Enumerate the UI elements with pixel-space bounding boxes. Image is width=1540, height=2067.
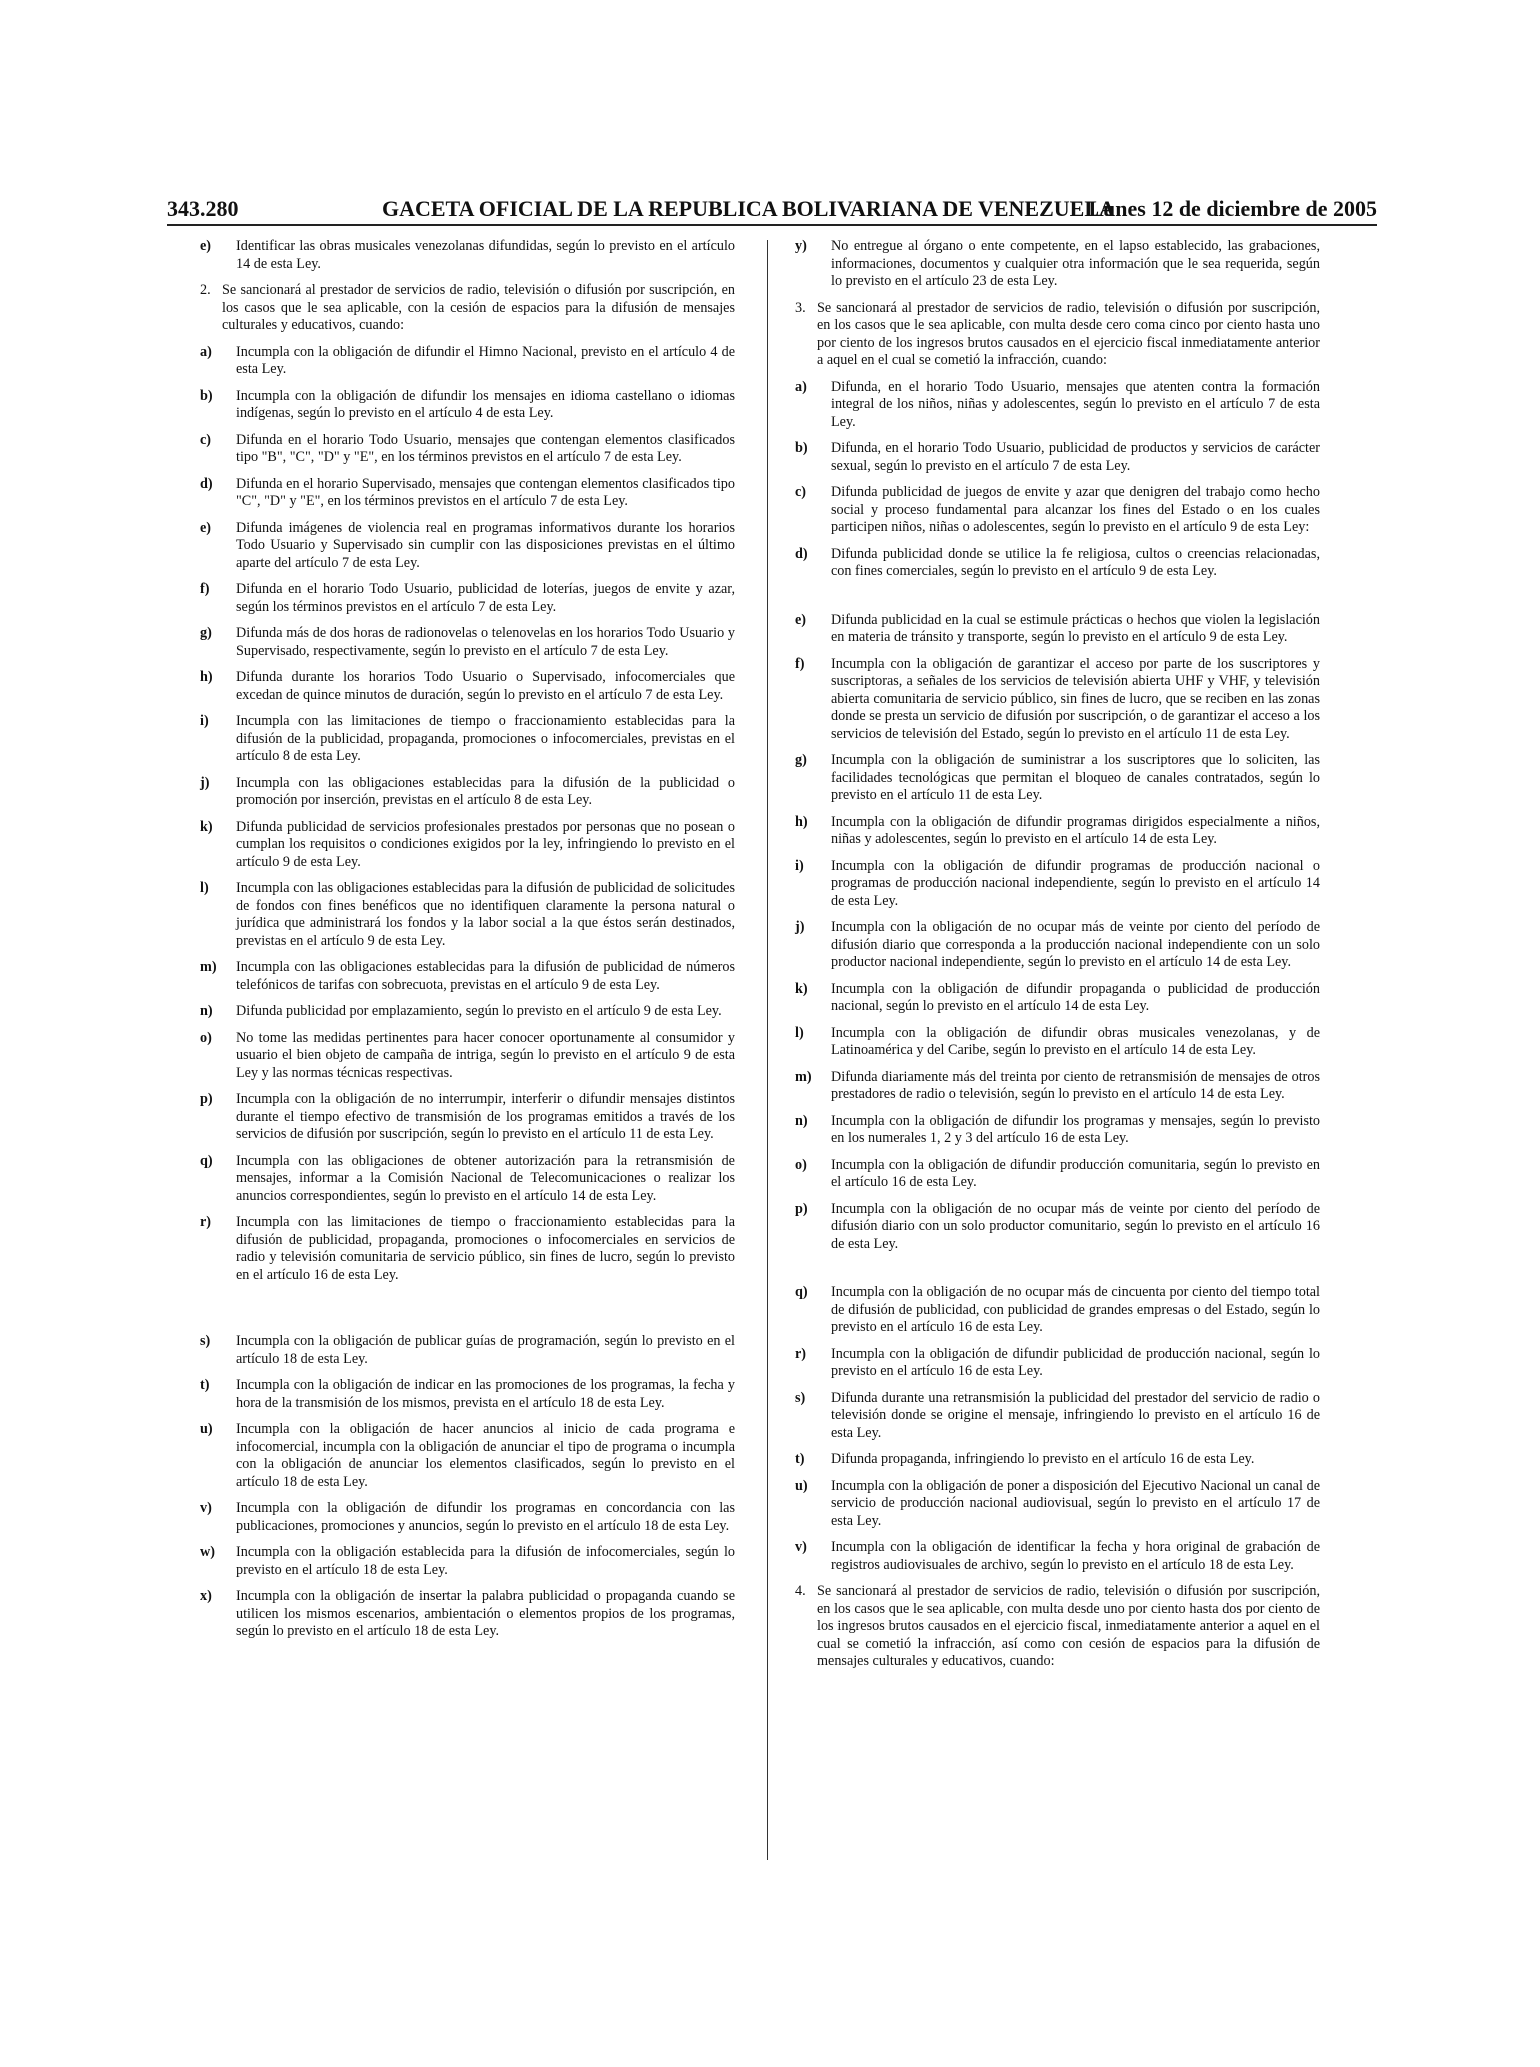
item-text: Difunda, en el horario Todo Usuario, publicidad de productos y servicios de carácter sexual, según lo previsto en el artículo 7 de esta Ley. bbox=[831, 440, 1320, 474]
list-item bbox=[795, 1346, 1320, 1381]
item-text: Incumpla con la obligación de hacer anuncios al inicio de cada programa e infocomercial, incumpla con la obligación de anunciar el tipo de programa o incumpla con la obligación de anunciar los elementos clasificados, según lo previsto en el artículo 18 de esta Ley. bbox=[236, 1421, 735, 1490]
item-text: Difunda durante los horarios Todo Usuario o Supervisado, infocomerciales que excedan de quince minutos de duración, según lo previsto en el artículo 7 de esta Ley. bbox=[236, 669, 735, 703]
item-text: Incumpla con las obligaciones establecidas para la difusión de la publicidad o promoción por inserción, previstas en el artículo 8 de esta Ley. bbox=[236, 774, 735, 808]
list-item bbox=[200, 1214, 735, 1284]
item-label: x) bbox=[200, 1588, 212, 1604]
issue-date: Lunes 12 de diciembre de 2005 bbox=[1088, 196, 1377, 221]
item-text: Incumpla con las limitaciones de tiempo o fraccionamiento establecidas para la difusión de publicidad, propaganda, promociones o infocomerciales en servicios de radio y televisión comunitaria de servicio público, sin fines de lucro, según lo previsto en el artículo 16 de esta Ley. bbox=[236, 1214, 735, 1283]
item-text: Difunda publicidad donde se utilice la fe religiosa, cultos o creencias relacionadas, con fines comerciales, según lo previsto en el artículo 9 de esta Ley. bbox=[831, 545, 1320, 579]
list-item bbox=[795, 612, 1320, 647]
item-text: Incumpla con la obligación de poner a disposición del Ejecutivo Nacional un canal de servicio de producción nacional audiovisual, según lo previsto en el artículo 17 de esta Ley. bbox=[831, 1477, 1320, 1529]
item-text: Difunda propaganda, infringiendo lo previsto en el artículo 16 de esta Ley. bbox=[831, 1451, 1255, 1467]
item-label: h) bbox=[200, 669, 213, 685]
item-label: k) bbox=[200, 818, 213, 835]
paragraph-text: Se sancionará al prestador de servicios de radio, televisión o difusión por suscripción, en los casos que le sea aplicable, con multa desde uno por ciento hasta dos por ciento de los ingresos brutos causados en el ejercicio fiscal, inmediatamente anterior a aquel en el cual se cometió la infracción, así como con cesión de espacios para la difusión de mensajes culturales y educativos, cuando: bbox=[817, 1583, 1320, 1669]
right-item-list-final bbox=[795, 1284, 1320, 1574]
item-label: p) bbox=[200, 1091, 213, 1107]
item-text: Identificar las obras musicales venezolanas difundidas, según lo previsto en el artículo 14 de esta Ley. bbox=[236, 238, 735, 272]
item-label: f) bbox=[795, 655, 805, 672]
column-divider bbox=[767, 240, 768, 1860]
list-item bbox=[795, 814, 1320, 849]
item-text: Difunda publicidad de servicios profesionales prestados por personas que no posean o cumplan los requisitos o condiciones exigidos por la ley, infringiendo lo previsto en el artículo 9 de esta Ley. bbox=[236, 818, 735, 870]
list-item bbox=[795, 656, 1320, 744]
list-item bbox=[795, 919, 1320, 972]
item-label: n) bbox=[200, 1003, 213, 1019]
item-text: Incumpla con la obligación establecida para la difusión de infocomerciales, según lo previsto en el artículo 18 de esta Ley. bbox=[236, 1544, 735, 1578]
item-label: o) bbox=[795, 1156, 807, 1173]
item-text: Incumpla con la obligación de difundir producción comunitaria, según lo previsto en el artículo 16 de esta Ley. bbox=[831, 1156, 1320, 1190]
item-label: h) bbox=[795, 813, 808, 830]
item-text: Incumpla con las obligaciones establecidas para la difusión de publicidad de números telefónicos de tarifas con sobrecuota, previstas en el artículo 9 de esta Ley. bbox=[236, 959, 735, 993]
list-item bbox=[200, 344, 735, 379]
item-label: j) bbox=[200, 774, 210, 791]
item-label: l) bbox=[200, 880, 209, 896]
item-text: Difunda imágenes de violencia real en programas informativos durante los horarios Todo Usuario y Supervisado sin cumplir con las disposiciones previstas en el último aparte del artículo 7 de esta Ley. bbox=[236, 519, 735, 571]
item-text: Incumpla con la obligación de no interrumpir, interferir o difundir mensajes distintos durante el tiempo efectivo de transmisión de los programas emitidos a través de los servicios de difusión por suscripción, según lo previsto en el artículo 11 de esta Ley. bbox=[236, 1091, 735, 1142]
item-text: Incumpla con la obligación de garantizar el acceso por parte de los suscriptores y suscriptoras, a señales de los servicios de televisión abierta UHF y VHF, y televisión abierta comunitaria de servicio público, sin fines de lucro, que se reciben en las zonas donde se presta un servicio de difusión por suscripción, o de garantizar el acceso a los servicios de televisión del Estado, según lo previsto en el artículo 11 de esta Ley. bbox=[831, 655, 1320, 742]
list-item bbox=[200, 1030, 735, 1083]
list-item bbox=[795, 752, 1320, 805]
page-number: 343.280 bbox=[167, 196, 239, 221]
item-label: t) bbox=[200, 1377, 210, 1393]
item-label: m) bbox=[795, 1068, 812, 1085]
item-label: w) bbox=[200, 1544, 215, 1560]
numbered-paragraph bbox=[795, 1583, 1320, 1671]
numbered-paragraph bbox=[795, 300, 1320, 370]
item-text: Incumpla con la obligación de difundir los programas en concordancia con las publicaciones, promociones y anuncios, según lo previsto en el artículo 18 de esta Ley. bbox=[236, 1500, 735, 1534]
item-label: u) bbox=[200, 1421, 213, 1437]
item-text: Incumpla con la obligación de difundir programas dirigidos especialmente a niños, niñas y adolescentes, según lo previsto en el artículo 14 de esta Ley. bbox=[831, 813, 1320, 847]
item-text: Difunda en el horario Todo Usuario, publicidad de loterías, juegos de envite y azar, según los términos previstos en el artículo 7 de esta Ley. bbox=[236, 581, 735, 615]
item-label: j) bbox=[795, 919, 805, 935]
list-item bbox=[795, 1025, 1320, 1060]
right-column bbox=[795, 238, 1320, 1680]
list-item bbox=[795, 1390, 1320, 1443]
list-item bbox=[200, 1003, 735, 1021]
gazette-header bbox=[167, 196, 1377, 226]
list-item bbox=[200, 880, 735, 950]
item-label: q) bbox=[200, 1152, 213, 1169]
item-label: e) bbox=[795, 611, 807, 628]
item-text: Incumpla con la obligación de publicar guías de programación, según lo previsto en el artículo 18 de esta Ley. bbox=[236, 1333, 735, 1367]
list-item bbox=[200, 669, 735, 704]
item-text: Incumpla con la obligación de no ocupar más de veinte por ciento del período de difusión diario que corresponda a la producción nacional independiente con un solo productor nacional independiente, según lo previsto en el artículo 14 de esta Ley. bbox=[831, 919, 1320, 970]
item-label: c) bbox=[795, 484, 807, 500]
item-label: i) bbox=[795, 857, 804, 874]
list-item bbox=[795, 379, 1320, 432]
gazette-title: GACETA OFICIAL DE LA REPUBLICA BOLIVARIANA DE VENEZUELA bbox=[382, 196, 1115, 221]
item-label: m) bbox=[200, 959, 217, 975]
item-label: v) bbox=[200, 1500, 212, 1516]
left-item-list-continued bbox=[200, 1333, 735, 1641]
item-label: r) bbox=[200, 1214, 212, 1230]
item-label: y) bbox=[795, 238, 807, 254]
list-item bbox=[200, 432, 735, 467]
list-item bbox=[200, 238, 735, 273]
left-item-list bbox=[200, 344, 735, 1285]
item-label: i) bbox=[200, 713, 209, 729]
list-item bbox=[795, 1069, 1320, 1104]
item-label: o) bbox=[200, 1029, 212, 1046]
item-text: Incumpla con la obligación de insertar la palabra publicidad o propaganda cuando se utilicen los mismos escenarios, ambientación o elementos propios de los programas, según lo previsto en el artículo 18 de esta Ley. bbox=[236, 1588, 735, 1639]
item-text: Incumpla con la obligación de no ocupar más de veinte por ciento del período de difusión diario con un solo productor comunitario, según lo previsto en el artículo 16 de esta Ley. bbox=[831, 1200, 1320, 1252]
item-label: u) bbox=[795, 1477, 808, 1494]
item-text: Incumpla con las obligaciones de obtener autorización para la retransmisión de mensajes, informar a la Comisión Nacional de Telecomunicaciones o realizar los anuncios correspondientes, según lo previsto en el artículo 14 de esta Ley. bbox=[236, 1152, 735, 1204]
item-label: f) bbox=[200, 581, 210, 597]
right-item-list bbox=[795, 379, 1320, 581]
item-label: d) bbox=[200, 475, 213, 492]
item-text: Difunda publicidad por emplazamiento, según lo previsto en el artículo 9 de esta Ley. bbox=[236, 1003, 722, 1019]
item-label: l) bbox=[795, 1024, 804, 1041]
list-item bbox=[200, 713, 735, 766]
item-label: d) bbox=[795, 545, 808, 562]
item-label: e) bbox=[200, 519, 212, 536]
paragraph-number: 3. bbox=[795, 299, 806, 316]
numbered-paragraph bbox=[200, 282, 735, 335]
item-text: Incumpla con las limitaciones de tiempo o fraccionamiento establecidas para la difusión de la publicidad, propaganda, promociones o infocomerciales, previstas en el artículo 8 de esta Ley. bbox=[236, 713, 735, 764]
list-item bbox=[795, 1539, 1320, 1574]
item-text: Difunda más de dos horas de radionovelas o telenovelas en los horarios Todo Usuario y Supervisado, respectivamente, según lo previsto en el artículo 7 de esta Ley. bbox=[236, 625, 735, 659]
list-item bbox=[200, 520, 735, 573]
item-label: b) bbox=[795, 440, 808, 456]
item-label: s) bbox=[795, 1389, 806, 1406]
item-label: v) bbox=[795, 1539, 807, 1555]
item-text: Incumpla con la obligación de difundir propaganda o publicidad de producción nacional, según lo previsto en el artículo 14 de esta Ley. bbox=[831, 980, 1320, 1014]
paragraph-number: 2. bbox=[200, 282, 211, 298]
item-text: Incumpla con las obligaciones establecidas para la difusión de publicidad de solicitudes de fondos con fines benéficos que no identifiquen claramente la persona natural o jurídica que administrará los fondos y la labor social a la que éstos serán destinados, previstas en el artículo 9 de esta Ley. bbox=[236, 880, 735, 949]
item-text: Difunda, en el horario Todo Usuario, mensajes que atenten contra la formación integral de los niños, niñas y adolescentes, según lo previsto en el artículo 7 de esta Ley. bbox=[831, 378, 1320, 430]
item-text: Difunda durante una retransmisión la publicidad del prestador del servicio de radio o televisión donde se origine el mensaje, infringiendo lo previsto en el artículo 16 de esta Ley. bbox=[831, 1389, 1320, 1441]
list-item bbox=[200, 775, 735, 810]
list-item bbox=[795, 981, 1320, 1016]
item-label: r) bbox=[795, 1345, 807, 1362]
item-text: Incumpla con la obligación de no ocupar más de cincuenta por ciento del tiempo total de difusión de publicidad, con publicidad de grandes empresas o del Estado, según lo previsto en el artículo 16 de esta Ley. bbox=[831, 1284, 1320, 1335]
item-text: Difunda publicidad de juegos de envite y azar que denigren del trabajo como hecho social y proceso fundamental para alcanzar los fines del Estado o en los cuales participen niños, niñas o adolescentes, según lo previsto en el artículo 9 de esta Ley: bbox=[831, 484, 1320, 535]
list-item bbox=[200, 476, 735, 511]
item-text: Incumpla con la obligación de indicar en las promociones de los programas, la fecha y hora de la transmisión de los mismos, prevista en el artículo 18 de esta Ley. bbox=[236, 1377, 735, 1411]
list-item bbox=[795, 238, 1320, 291]
item-text: Incumpla con la obligación de difundir los programas y mensajes, según lo previsto en los numerales 1, 2 y 3 del artículo 16 de esta Ley. bbox=[831, 1112, 1320, 1146]
item-text: No entregue al órgano o ente competente, en el lapso establecido, las grabaciones, informaciones, documentos y cualquier otra información que le sea requerida, según lo previsto en el artículo 23 de esta Ley. bbox=[831, 238, 1320, 289]
list-item bbox=[200, 1500, 735, 1535]
list-item bbox=[200, 1544, 735, 1579]
item-label: b) bbox=[200, 387, 213, 404]
list-item bbox=[200, 1091, 735, 1144]
list-item bbox=[795, 858, 1320, 911]
list-item bbox=[200, 1421, 735, 1491]
left-column bbox=[200, 238, 735, 1650]
list-item bbox=[795, 1451, 1320, 1469]
list-item bbox=[200, 1333, 735, 1368]
paragraph-text: Se sancionará al prestador de servicios de radio, televisión o difusión por suscripción, en los casos que le sea aplicable, con la cesión de espacios para la difusión de mensajes culturales y educativos, cuando: bbox=[222, 282, 735, 333]
item-text: Incumpla con la obligación de difundir los mensajes en idioma castellano o idiomas indígenas, según lo previsto en el artículo 4 de esta Ley. bbox=[236, 387, 735, 421]
list-item bbox=[795, 484, 1320, 537]
item-label: s) bbox=[200, 1333, 211, 1349]
item-label: g) bbox=[795, 752, 807, 768]
list-item bbox=[795, 1478, 1320, 1531]
item-label: a) bbox=[795, 378, 807, 395]
paragraph-number: 4. bbox=[795, 1583, 806, 1599]
list-item bbox=[200, 819, 735, 872]
item-label: q) bbox=[795, 1284, 808, 1300]
item-text: Difunda en el horario Todo Usuario, mensajes que contengan elementos clasificados tipo "B", "C", "D" y "E", en los términos previstos en el artículo 7 de esta Ley. bbox=[236, 431, 735, 465]
paragraph-text: Se sancionará al prestador de servicios de radio, televisión o difusión por suscripción, en los casos que le sea aplicable, con multa desde cero coma cinco por ciento hasta uno por ciento de los ingresos brutos causados en el ejercicio fiscal inmediatamente anterior a aquel en el cual se cometió la infracción, cuando: bbox=[817, 299, 1320, 368]
item-label: t) bbox=[795, 1451, 805, 1467]
item-text: Incumpla con la obligación de difundir el Himno Nacional, previsto en el artículo 4 de esta Ley. bbox=[236, 343, 735, 377]
list-item bbox=[795, 440, 1320, 475]
list-item bbox=[200, 1377, 735, 1412]
item-text: Difunda publicidad en la cual se estimule prácticas o hechos que violen la legislación en materia de tránsito y transporte, según lo previsto en el artículo 9 de esta Ley. bbox=[831, 611, 1320, 645]
item-label: e) bbox=[200, 238, 212, 254]
list-item bbox=[795, 1201, 1320, 1254]
list-item bbox=[200, 388, 735, 423]
item-label: a) bbox=[200, 343, 212, 360]
item-text: Incumpla con la obligación de difundir publicidad de producción nacional, según lo previsto en el artículo 16 de esta Ley. bbox=[831, 1345, 1320, 1379]
item-label: p) bbox=[795, 1200, 808, 1217]
list-item bbox=[795, 1157, 1320, 1192]
list-item bbox=[795, 546, 1320, 581]
list-item bbox=[200, 1153, 735, 1206]
item-label: c) bbox=[200, 431, 212, 448]
item-text: Difunda en el horario Supervisado, mensajes que contengan elementos clasificados tipo "C", "D" y "E", en los términos previstos en el artículo 7 de esta Ley. bbox=[236, 475, 735, 509]
list-item bbox=[200, 625, 735, 660]
right-item-list-continued bbox=[795, 612, 1320, 1254]
item-label: g) bbox=[200, 625, 212, 641]
list-item bbox=[200, 1588, 735, 1641]
item-text: Incumpla con la obligación de identificar la fecha y hora original de grabación de registros audiovisuales de archivo, según lo previsto en el artículo 18 de esta Ley. bbox=[831, 1539, 1320, 1573]
list-item bbox=[795, 1284, 1320, 1337]
item-label: n) bbox=[795, 1112, 808, 1129]
item-text: Incumpla con la obligación de suministrar a los suscriptores que lo soliciten, las facilidades tecnológicas que permitan el bloqueo de canales contratados, según lo previsto en el artículo 11 de esta Ley. bbox=[831, 752, 1320, 803]
item-label: k) bbox=[795, 980, 808, 997]
item-text: Incumpla con la obligación de difundir obras musicales venezolanas, y de Latinoamérica y del Caribe, según lo previsto en el artículo 14 de esta Ley. bbox=[831, 1024, 1320, 1058]
list-item bbox=[200, 581, 735, 616]
item-text: No tome las medidas pertinentes para hacer conocer oportunamente al consumidor y usuario el bien objeto de campaña de intriga, según lo previsto en el artículo 9 de esta Ley y las normas técnicas respectivas. bbox=[236, 1029, 735, 1081]
item-text: Incumpla con la obligación de difundir programas de producción nacional o programas de producción nacional independiente, según lo previsto en el artículo 14 de esta Ley. bbox=[831, 857, 1320, 909]
list-item bbox=[200, 959, 735, 994]
list-item bbox=[795, 1113, 1320, 1148]
item-text: Difunda diariamente más del treinta por ciento de retransmisión de mensajes de otros prestadores de radio o televisión, según lo previsto en el artículo 14 de esta Ley. bbox=[831, 1068, 1320, 1102]
